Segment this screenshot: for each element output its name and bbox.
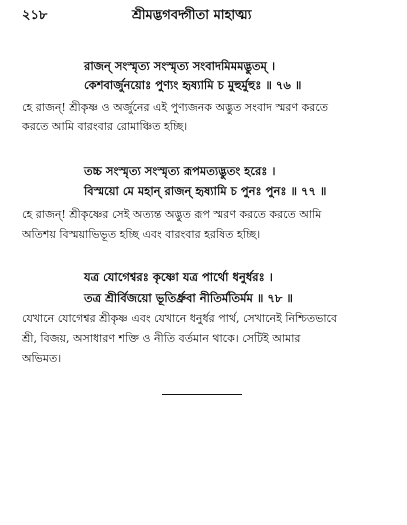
running-title: শ্রীমদ্ভগবদ্গীতা মাহাত্ম্য [132,8,252,23]
page-number: ২১৮ [22,8,48,23]
page-header [22,6,385,28]
translation-78-line-1: যেখানে যোগেশ্বর শ্রীকৃষ্ণ এবং যেখানে ধনুর্ধর পার্থ, সেখানেই নিশ্চিতভাবে [22,312,338,325]
verse-76-line-2: কেশবার্জুনয়োঃ পুণ্যং হৃষ্যামি চ মুহুর্মুহুঃ ॥ ৭৬ ॥ [84,78,302,92]
translation-76-line-2: করতে আমি বারংবার রোমাঞ্চিত হচ্ছি। [22,120,188,133]
translation-77-line-2: অতিশয় বিস্ময়াভিভূত হচ্ছি এবং বারংবার হরষিত হচ্ছি। [22,228,261,241]
verse-77-line-2: বিস্ময়ো মে মহান্ রাজন্ হৃষ্যামি চ পুনঃ পুনঃ ॥ ৭৭ ॥ [84,184,327,198]
closing-rule [162,394,242,395]
translation-76-line-1: হে রাজন্! শ্রীকৃষ্ণ ও অর্জুনের এই পুণ্যজনক অদ্ভুত সংবাদ স্মরণ করতে [22,101,329,114]
translation-78-line-2: শ্রী, বিজয়, অসাধারণ শক্তি ও নীতি বর্তমান থাকে। সেটিই আমার [22,332,301,345]
verse-78-line-1: যত্র যোগেশ্বরঃ কৃষ্ণো যত্র পার্থো ধনুর্ধরঃ । [84,270,273,284]
verse-76-line-1: রাজন্ সংস্মৃত্য সংস্মৃত্য সংবাদমিমমদ্ভুতম্ । [84,59,276,73]
translation-78-line-3: অভিমত। [22,352,62,365]
verse-77-line-1: তচ্চ সংস্মৃত্য সংস্মৃত্য রূপমত্যদ্ভুতং হরেঃ । [84,164,276,178]
verse-78-line-2: তত্র শ্রীর্বিজয়ো ভূতির্ধ্রুবা নীতির্মতির্মম ॥ ৭৮ ॥ [84,291,293,305]
translation-77-line-1: হে রাজন্! শ্রীকৃষ্ণের সেই অত্যন্ত অদ্ভুত রূপ স্মরণ করতে করতে আমি [22,208,322,221]
